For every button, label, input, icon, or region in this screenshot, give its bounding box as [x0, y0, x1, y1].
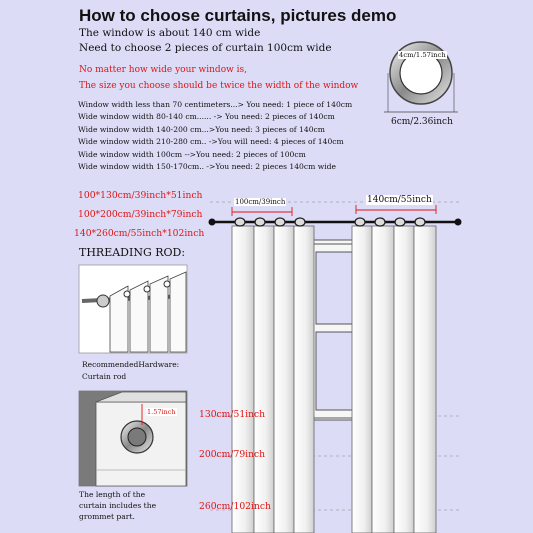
rule-item: Wide window width 80-140 cm...... -> You need: 2 pieces of 140cm	[78, 112, 335, 122]
left-curtain-panel	[232, 226, 314, 533]
caption-line: grommet part.	[79, 512, 135, 521]
threading-rod-illustration	[79, 265, 187, 353]
right-curtain-panel	[352, 226, 436, 533]
rule-item: Wide window width 150-170cm.. ->You need: 2 pieces 140cm wide	[78, 162, 337, 172]
subtitle-window-width: The window is about 140 cm wide	[79, 27, 261, 39]
rule-item: Wide window width 100cm -->You need: 2 pieces of 100cm	[78, 149, 306, 159]
size-option: 100*200cm/39inch*79inch	[78, 209, 203, 220]
rule-item: Window width less than 70 centimeters...> You need: 1 piece of 140cm	[78, 100, 353, 109]
subtitle-curtain-choice: Need to choose 2 pieces of curtain 100cm wide	[79, 42, 332, 54]
grommet-detail-label: 1.57inch	[147, 408, 176, 416]
length-label: 260cm/102inch	[199, 501, 271, 512]
length-label: 200cm/79inch	[199, 449, 266, 460]
grommet-outer-label: 6cm/2.36inch	[391, 117, 453, 127]
threading-rod-heading: THREADING ROD:	[79, 246, 186, 259]
size-option: 140*260cm/55inch*102inch	[74, 228, 205, 239]
right-width-label: 140cm/55inch	[367, 195, 432, 205]
rule-item: Wide window width 210-280 cm.. ->You will need: 4 pieces of 140cm	[78, 137, 344, 147]
grommet-detail-illustration	[79, 391, 187, 486]
left-width-label: 100cm/39inch	[235, 198, 286, 206]
grommet-length-caption	[79, 489, 156, 522]
caption-line: The length of the	[79, 490, 146, 499]
hardware-caption-rod: Curtain rod	[82, 372, 127, 381]
caption-line: curtain includes the	[79, 501, 157, 510]
length-label: 130cm/51inch	[199, 409, 266, 420]
grommet-inner-label: 4cm/1.57inch	[399, 51, 446, 59]
note-line-2: The size you choose should be twice the width of the window	[79, 81, 359, 91]
note-line-1: No matter how wide your window is,	[79, 65, 248, 75]
hardware-caption: RecommendedHardware:	[82, 360, 180, 369]
size-option: 100*130cm/39inch*51inch	[78, 190, 203, 201]
rule-item: Wide window width 140-200 cm...>You need: 3 pieces of 140cm	[78, 124, 325, 134]
page-title: How to choose curtains, pictures demo	[79, 6, 397, 25]
width-brackets	[232, 205, 436, 216]
